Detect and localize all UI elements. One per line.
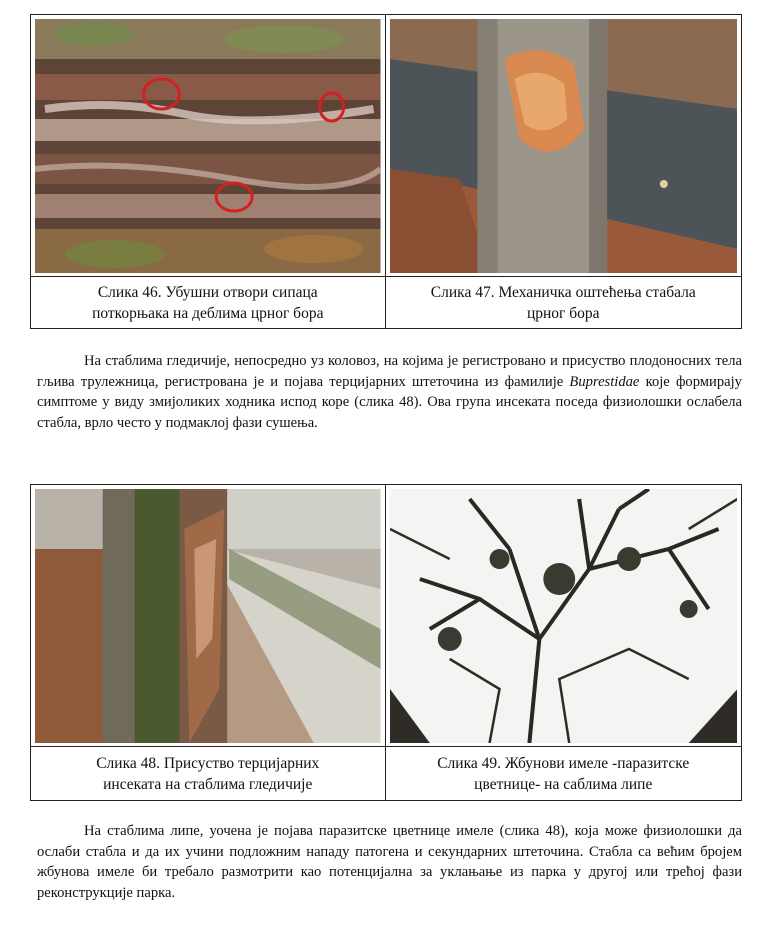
- figure-47-cell: [385, 15, 741, 277]
- paragraph-mistletoe: На стаблима липе, уочена је појава паразитске цветнице имеле (слика 48), која може физиолошки да ослаби стабла и да их учини подложним нападу патогена и секундарних штеточина. Стабла са већим бројем жбунова имеле би требало размотрити као потенцијална за уклањање из парка у другој или трећој фази реконструкције парка.: [37, 823, 742, 901]
- paragraph-1-taxon: Buprestidae: [569, 373, 640, 390]
- figure-48-caption-line2: инсеката на стаблима гледичије: [103, 775, 313, 793]
- figure-46-cell: [31, 15, 386, 277]
- figure-49-caption-line2: цветнице- на саблима липе: [474, 775, 653, 793]
- figure-47-caption: [385, 277, 741, 329]
- figure-49-caption-line1: Слика 49. Жбунови имеле -паразитске: [437, 754, 690, 772]
- figure-49-caption: [385, 747, 741, 801]
- figure-47-caption-line2: црног бора: [526, 304, 600, 322]
- figure-48-caption: [31, 747, 386, 801]
- figure-table-bottom: [30, 484, 742, 801]
- figure-48-cell: [31, 485, 386, 747]
- figure-46-caption: [31, 277, 386, 329]
- photo-bark-beetle-holes: [35, 19, 381, 273]
- paragraph-1-part2: које формирају симптоме у виду змијоликих ходника испод коре (слика 48). Ова група инсеката поседа физиолошки ослабела стабла, врло често у подмаклој фази сушења.: [37, 373, 742, 431]
- figure-46-caption-line2: поткорњака на деблима црног бора: [92, 304, 324, 322]
- figure-table-top: [30, 14, 742, 329]
- photo-gleditsia-trunks: [35, 489, 381, 743]
- figure-46-caption-line1: Слика 46. Убушни отвори сипаца: [97, 283, 318, 301]
- paragraph-1-part1: На стаблима гледичије, непосредно уз коловоз, на којима је регистровано и присуство плодоносних тела гљива трулежница, регистрована је и појава терцијарних штеточина из фамилије: [37, 353, 742, 390]
- figure-49-cell: [385, 485, 741, 747]
- figure-48-caption-line1: Слика 48. Присуство терцијарних: [96, 754, 320, 772]
- photo-mistletoe-linden: [390, 489, 737, 743]
- figure-47-caption-line1: Слика 47. Механичка оштећења стабала: [430, 283, 696, 301]
- photo-mechanical-damage: [390, 19, 737, 273]
- paragraph-buprestidae: [37, 351, 742, 433]
